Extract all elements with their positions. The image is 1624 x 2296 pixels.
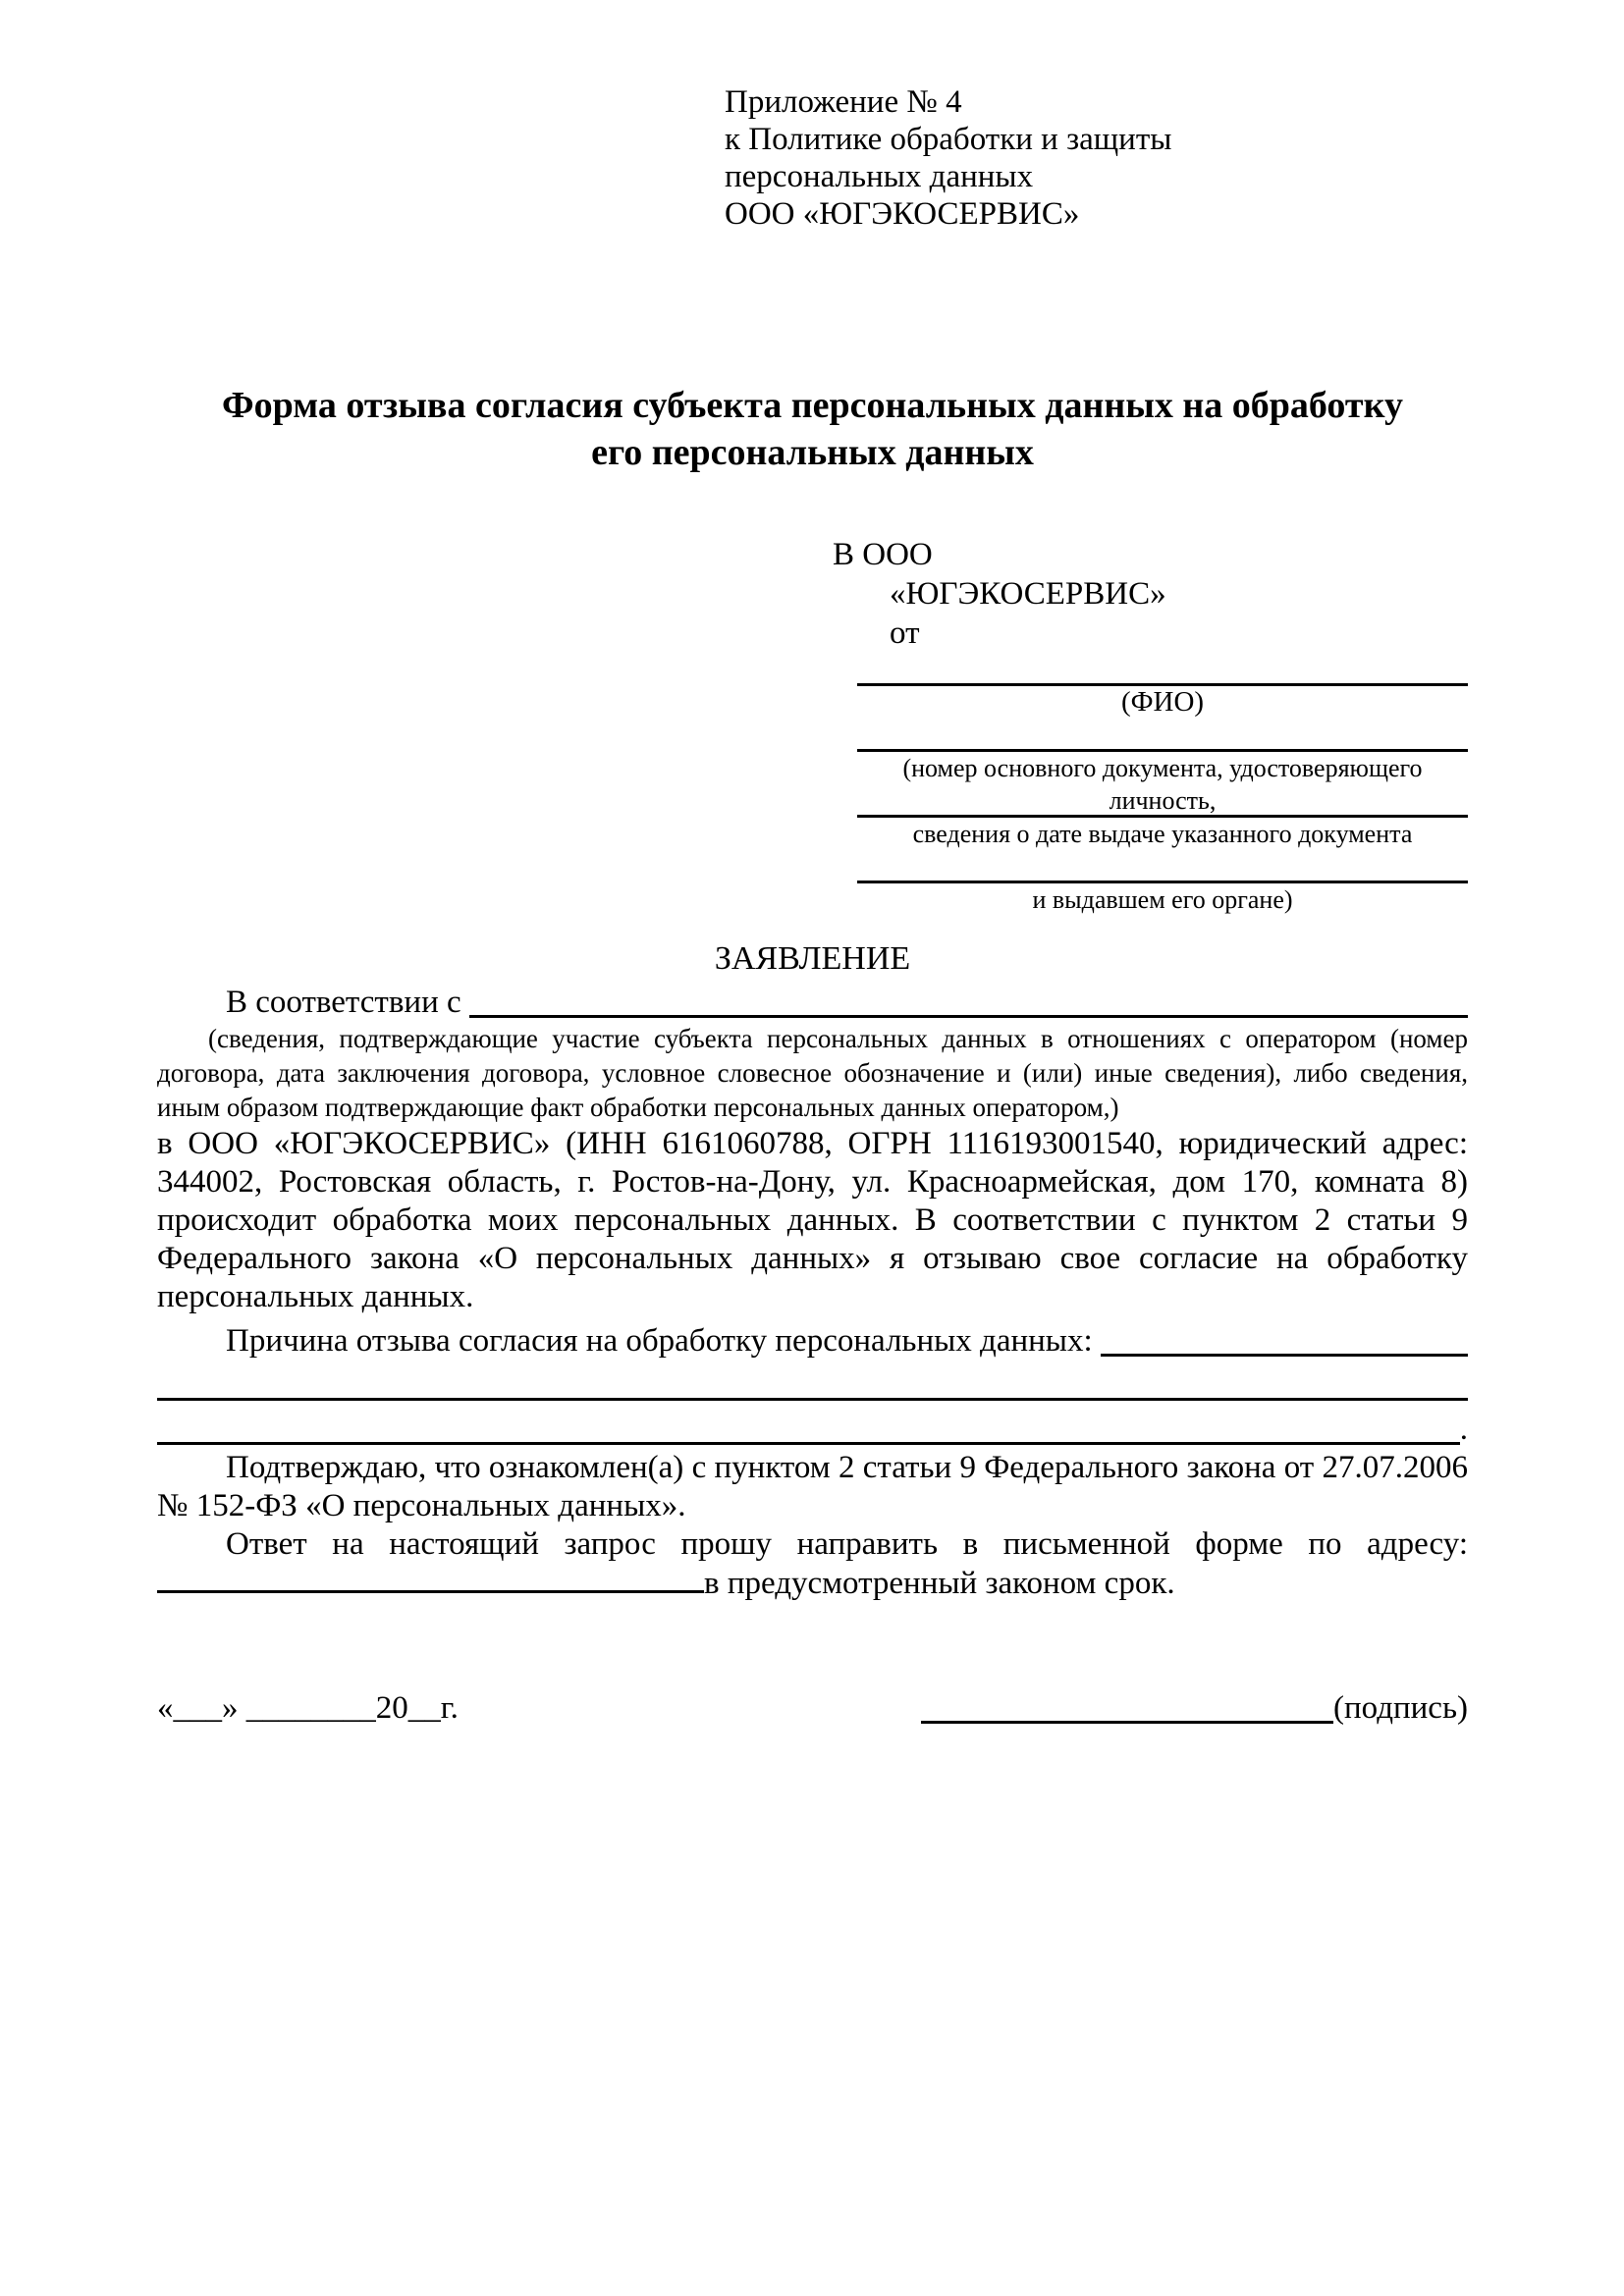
- issuing-authority-field-line: [857, 850, 1468, 883]
- recipient-block: [833, 535, 1468, 916]
- reason-blank-line-2: [157, 1361, 1468, 1401]
- reason-period: .: [1459, 1412, 1468, 1447]
- issue-date-field-caption: сведения о дате выдаче указанного документа: [912, 820, 1413, 848]
- recipient-company: «ЮГЭКОСЕРВИС»: [890, 576, 1166, 612]
- annex-header-line: Приложение № 4: [725, 84, 962, 120]
- reason-line: [157, 1322, 1468, 1361]
- reply-prefix: Ответ на настоящий запрос прошу направить в письменной форме по адресу:: [226, 1526, 1468, 1562]
- reason-blank-line-3: [157, 1405, 1460, 1445]
- recipient-from-label: от: [890, 615, 920, 651]
- signature-blank-line: [921, 1694, 1333, 1724]
- annex-header-block: [725, 83, 1468, 233]
- reason-blank-line-1: [1101, 1322, 1468, 1357]
- signature-caption: (подпись): [1333, 1690, 1468, 1726]
- reason-blank-row: [157, 1405, 1468, 1449]
- issuing-authority-field-caption: и выдавшем его органе): [1032, 885, 1293, 914]
- accordance-line: [157, 984, 1468, 1022]
- signature-group: [921, 1689, 1468, 1728]
- footnote-text: (сведения, подтверждающие участие субъекта персональных данных в отношениях с оператором (номер договора, дата заключения договора, условное словесное обозначение и (или) иные сведения), либо сведения, иным образом подтверждающие факт обработки персональных данных оператором,): [157, 1024, 1468, 1122]
- document-number-field-caption: (номер основного документа, удостоверяющего личность,: [902, 754, 1423, 815]
- reply-address-blank-line: [157, 1564, 704, 1593]
- reply-suffix: в предусмотренный законом срок.: [704, 1566, 1175, 1601]
- statement-heading: ЗАЯВЛЕНИЕ: [714, 940, 911, 977]
- document-title-line: его персональных данных: [591, 432, 1034, 473]
- reason-blank-row: [157, 1361, 1468, 1405]
- accordance-prefix: В соответствии с: [226, 985, 461, 1020]
- fio-field-line: [857, 653, 1468, 686]
- document-number-field: [857, 719, 1468, 815]
- fio-field-caption: (ФИО): [1120, 686, 1205, 718]
- accordance-blank-line: [469, 984, 1468, 1018]
- document-title-line: Форма отзыва согласия субъекта персональных данных на обработку: [222, 385, 1403, 426]
- date-line: «___» ________20__г.: [157, 1690, 459, 1726]
- date-signature-row: [157, 1689, 1468, 1728]
- annex-header-line: ООО «ЮГЭКОСЕРВИС»: [725, 196, 1080, 232]
- reason-prefix: Причина отзыва согласия на обработку персональных данных:: [226, 1323, 1093, 1359]
- document-number-field-line: [857, 719, 1468, 752]
- body-paragraph: в ООО «ЮГЭКОСЕРВИС» (ИНН 6161060788, ОГРН 1116193001540, юридический адрес: 344002, Ростовская область, г. Ростов-на-Дону, ул. Красноармейская, дом 170, комната 8) происходит обработка моих персональных данных. В соответствии с пунктом 2 статьи 9 Федерального закона «О персональных данных» я отзываю свое согласие на обработку персональных данных.: [157, 1126, 1468, 1314]
- annex-header-line: к Политике обработки и защиты: [725, 122, 1172, 157]
- confirmation-paragraph: Подтверждаю, что ознакомлен(а) с пунктом 2 статьи 9 Федерального закона от 27.07.2006 № 152-ФЗ «О персональных данных».: [157, 1450, 1468, 1523]
- reply-paragraph: [157, 1525, 1468, 1603]
- document-title: [157, 382, 1468, 476]
- annex-header-line: персональных данных: [725, 159, 1034, 194]
- fio-field: [857, 653, 1468, 719]
- issuing-authority-field: [857, 850, 1468, 916]
- recipient-to-prefix: В ООО: [833, 537, 933, 572]
